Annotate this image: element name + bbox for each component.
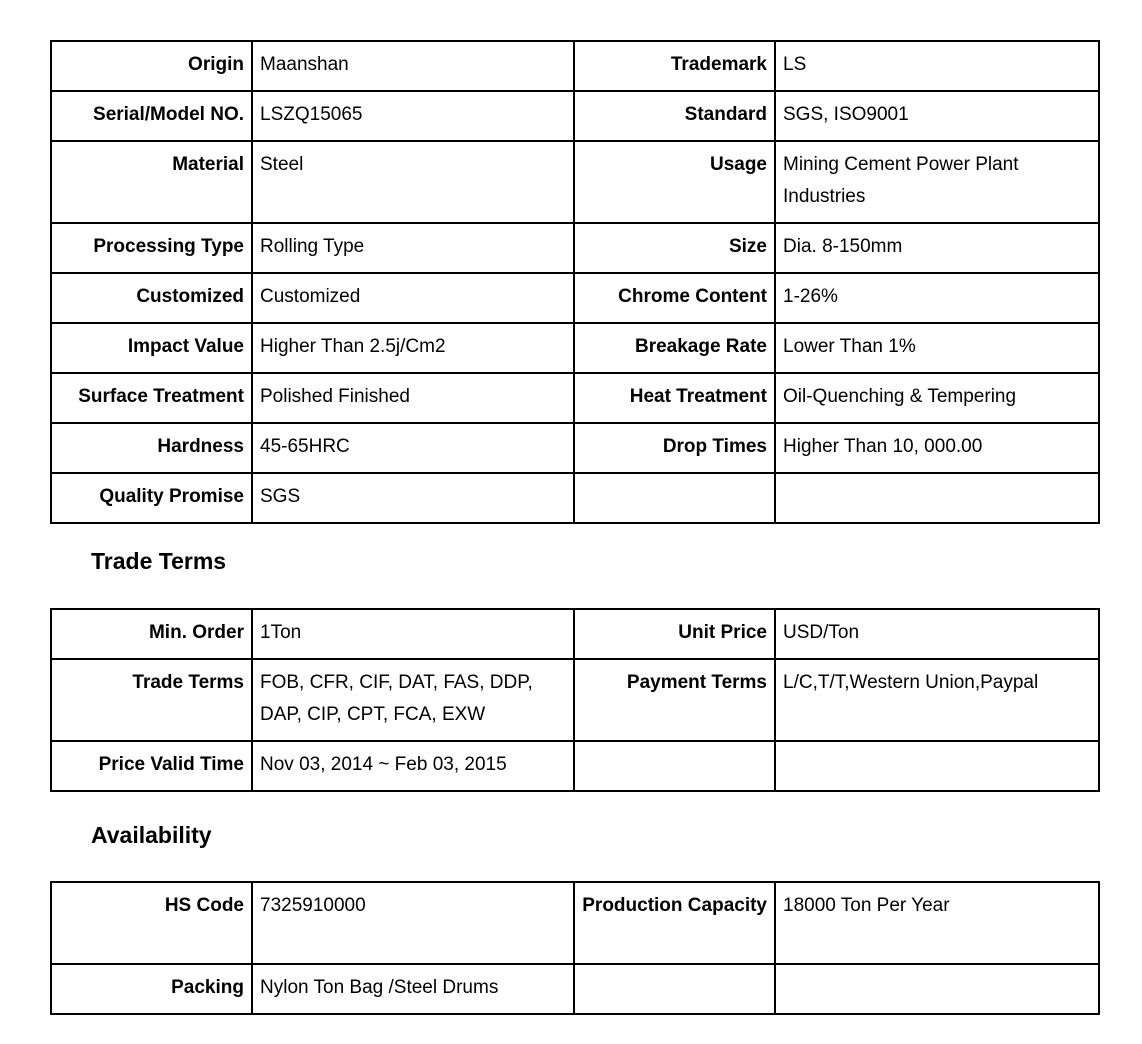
spec-label [574, 964, 775, 1014]
spec-value: Oil-Quenching & Tempering [775, 373, 1099, 423]
spec-label: Quality Promise [51, 473, 252, 523]
table-row [51, 323, 1099, 373]
spec-label: Serial/Model NO. [51, 91, 252, 141]
spec-label: Trademark [574, 41, 775, 91]
spec-value: FOB, CFR, CIF, DAT, FAS, DDP, DAP, CIP, CPT, FCA, EXW [252, 659, 574, 741]
spec-label: Trade Terms [51, 659, 252, 741]
spec-label: Payment Terms [574, 659, 775, 741]
table-row [51, 609, 1099, 659]
spec-value: USD/Ton [775, 609, 1099, 659]
spec-label: Breakage Rate [574, 323, 775, 373]
spec-value: Higher Than 10, 000.00 [775, 423, 1099, 473]
table-row [51, 882, 1099, 964]
table-row [51, 964, 1099, 1014]
spec-value: 7325910000 [252, 882, 574, 964]
spec-label: Usage [574, 141, 775, 223]
spec-value: Nov 03, 2014 ~ Feb 03, 2015 [252, 741, 574, 791]
spec-label: Production Capacity [574, 882, 775, 964]
spec-label: Standard [574, 91, 775, 141]
spec-value: L/C,T/T,Western Union,Paypal [775, 659, 1099, 741]
spec-label: Drop Times [574, 423, 775, 473]
spec-label: Price Valid Time [51, 741, 252, 791]
table-row [51, 223, 1099, 273]
spec-label [574, 473, 775, 523]
section-title-availability: Availability [91, 822, 212, 848]
spec-label: Material [51, 141, 252, 223]
spec-value: 45-65HRC [252, 423, 574, 473]
availability-table [50, 881, 1100, 1015]
spec-label: Heat Treatment [574, 373, 775, 423]
spec-value: Polished Finished [252, 373, 574, 423]
section-title-trade-terms: Trade Terms [91, 548, 227, 574]
spec-value [775, 964, 1099, 1014]
spec-value: Lower Than 1% [775, 323, 1099, 373]
spec-label: HS Code [51, 882, 252, 964]
spec-label: Surface Treatment [51, 373, 252, 423]
spec-label: Chrome Content [574, 273, 775, 323]
table-row [51, 741, 1099, 791]
spec-value: 1Ton [252, 609, 574, 659]
table-row [51, 273, 1099, 323]
spec-label: Impact Value [51, 323, 252, 373]
spec-value: Rolling Type [252, 223, 574, 273]
spec-label: Origin [51, 41, 252, 91]
table-row [51, 373, 1099, 423]
spec-value: LS [775, 41, 1099, 91]
trade-terms-table [50, 608, 1100, 792]
spec-label: Min. Order [51, 609, 252, 659]
spec-label: Size [574, 223, 775, 273]
spec-label: Packing [51, 964, 252, 1014]
spec-value: Maanshan [252, 41, 574, 91]
spec-value: SGS [252, 473, 574, 523]
spec-value [775, 473, 1099, 523]
spec-value: Steel [252, 141, 574, 223]
spec-label: Customized [51, 273, 252, 323]
table-row [51, 141, 1099, 223]
spec-value: Mining Cement Power Plant Industries [775, 141, 1099, 223]
spec-value: Higher Than 2.5j/Cm2 [252, 323, 574, 373]
specs-table [50, 40, 1100, 524]
table-row [51, 41, 1099, 91]
spec-value: 1-26% [775, 273, 1099, 323]
spec-value: Nylon Ton Bag /Steel Drums [252, 964, 574, 1014]
table-row [51, 423, 1099, 473]
table-row [51, 91, 1099, 141]
spec-value [775, 741, 1099, 791]
spec-label [574, 741, 775, 791]
spec-value: Customized [252, 273, 574, 323]
spec-label: Hardness [51, 423, 252, 473]
spec-label: Unit Price [574, 609, 775, 659]
spec-value: Dia. 8-150mm [775, 223, 1099, 273]
spec-value: SGS, ISO9001 [775, 91, 1099, 141]
table-row [51, 659, 1099, 741]
spec-value: LSZQ15065 [252, 91, 574, 141]
spec-value: 18000 Ton Per Year [775, 882, 1099, 964]
spec-label: Processing Type [51, 223, 252, 273]
table-row [51, 473, 1099, 523]
